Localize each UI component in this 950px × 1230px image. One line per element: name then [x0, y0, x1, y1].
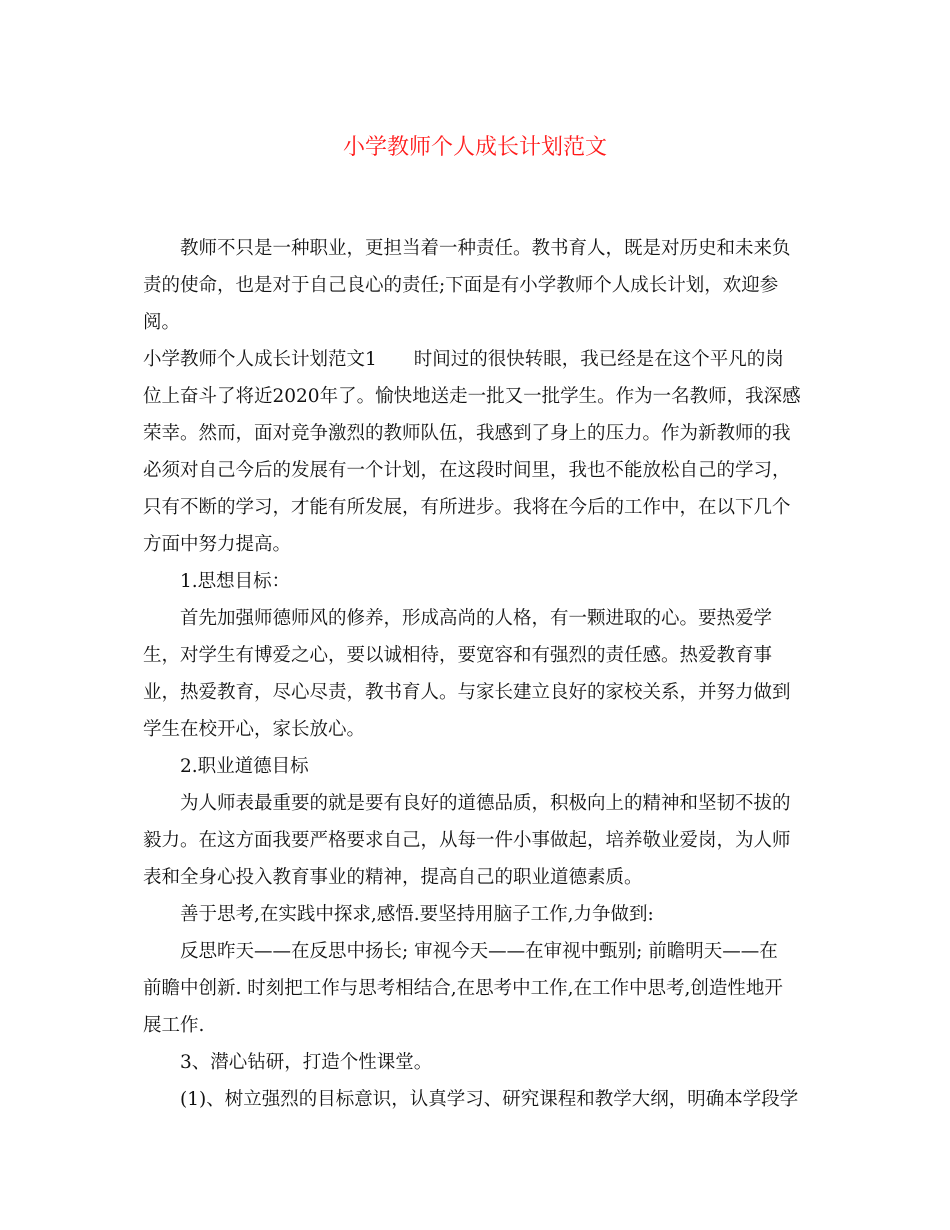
body-line: 展工作. — [143, 1015, 205, 1036]
body-line: 前瞻中创新. 时刻把工作与思考相结合,在思考中工作,在工作中思考,创造性地开 — [143, 978, 783, 999]
body-line: 位上奋斗了将近2020年了。愉快地送走一批又一批学生。作为一名教师，我深感 — [143, 386, 801, 407]
body-line: 只有不断的学习，才能有所发展，有所进步。我将在今后的工作中，在以下几个 — [143, 497, 791, 518]
body-line: 3、潜心钻研，打造个性课堂。 — [143, 1052, 433, 1073]
document-title: 小学教师个人成长计划范文 — [342, 135, 607, 160]
body-line: 责的使命，也是对于自己良心的责任;下面是有小学教师个人成长计划，欢迎参 — [143, 275, 779, 296]
body-line: 善于思考,在实践中探求,感悟.要坚持用脑子工作,力争做到: — [143, 904, 654, 925]
body-line: 2.职业道德目标 — [143, 756, 309, 777]
body-line: 首先加强师德师风的修养，形成高尚的人格，有一颗进取的心。要热爱学 — [143, 608, 773, 629]
body-line: 为人师表最重要的就是要有良好的道德品质，积极向上的精神和坚韧不拔的 — [143, 793, 791, 814]
body-line: 生，对学生有博爱之心，要以诚相待，要宽容和有强烈的责任感。热爱教育事 — [143, 645, 773, 666]
body-line: 小学教师个人成长计划范文1 时间过的很快转眼，我已经是在这个平凡的岗 — [143, 349, 784, 370]
body-line: 必须对自己今后的发展有一个计划，在这段时间里，我也不能放松自己的学习， — [143, 460, 791, 481]
body-line: 1.思想目标： — [143, 571, 291, 592]
body-line: 反思昨天——在反思中扬长; 审视今天——在审视中甄别; 前瞻明天——在 — [143, 941, 778, 962]
body-line: (1)、树立强烈的目标意识，认真学习、研究课程和教学大纲，明确本学段学 — [143, 1089, 799, 1110]
body-line: 教师不只是一种职业，更担当着一种责任。教书育人，既是对历史和未来负 — [143, 238, 791, 259]
body-line: 表和全身心投入教育事业的精神，提高自己的职业道德素质。 — [143, 867, 643, 888]
body-line: 荣幸。然而，面对竞争激烈的教师队伍，我感到了身上的压力。作为新教师的我 — [143, 423, 791, 444]
body-line: 学生在校开心，家长放心。 — [143, 719, 366, 740]
body-line: 方面中努力提高。 — [143, 534, 292, 555]
body-line: 毅力。在这方面我要严格要求自己，从每一件小事做起，培养敬业爱岗，为人师 — [143, 830, 791, 851]
body-line: 业，热爱教育，尽心尽责，教书育人。与家长建立良好的家校关系，并努力做到 — [143, 682, 791, 703]
body-line: 阅。 — [143, 312, 181, 333]
